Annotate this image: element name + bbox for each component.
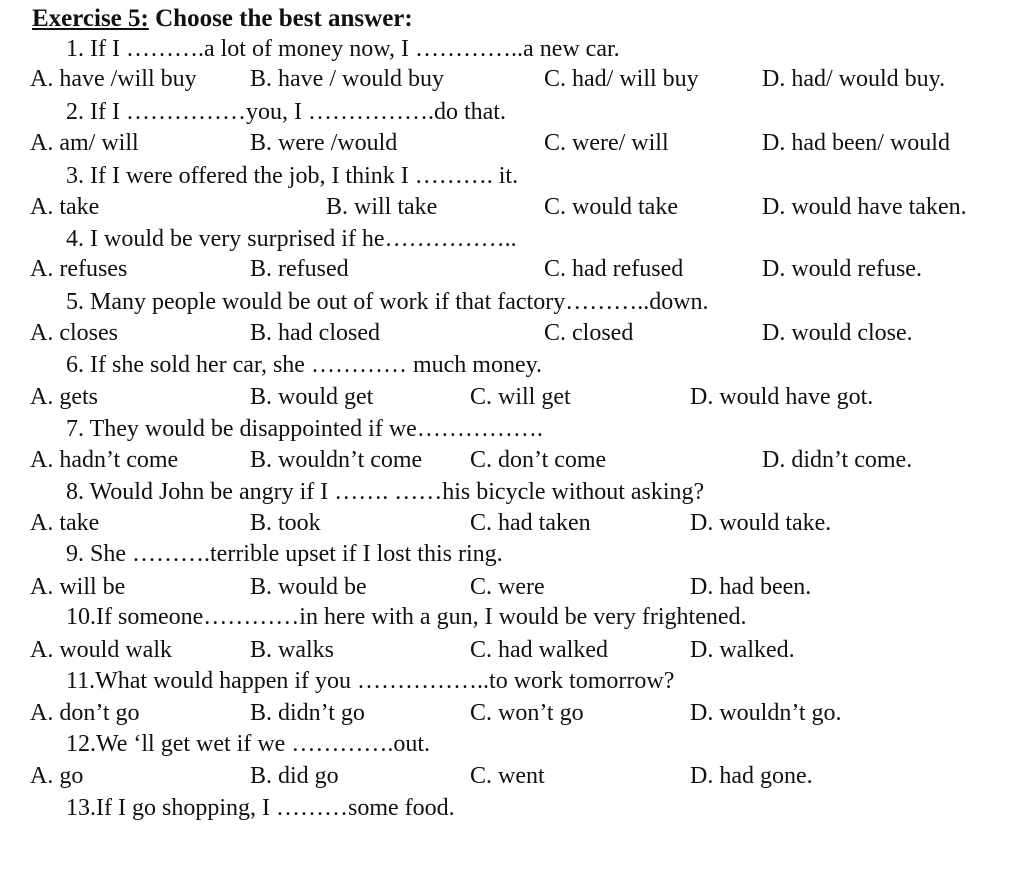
option-6-b[interactable]: B. would get xyxy=(250,384,374,410)
option-1-d[interactable]: D. had/ would buy. xyxy=(762,66,946,92)
option-1-b[interactable]: B. have / would buy xyxy=(250,66,444,92)
option-6-d[interactable]: D. would have got. xyxy=(690,384,874,410)
exercise-number: Exercise 5: xyxy=(32,5,149,32)
option-4-b[interactable]: B. refused xyxy=(250,256,349,282)
question-5: 5. Many people would be out of work if that factory………..down. xyxy=(66,289,709,315)
option-8-b[interactable]: B. took xyxy=(250,510,321,536)
option-3-d[interactable]: D. would have taken. xyxy=(762,194,967,220)
option-10-a[interactable]: A. would walk xyxy=(30,637,172,663)
question-4: 4. I would be very surprised if he…………….. xyxy=(66,226,517,252)
option-12-c[interactable]: C. went xyxy=(470,763,545,789)
option-6-c[interactable]: C. will get xyxy=(470,384,571,410)
option-10-d[interactable]: D. walked. xyxy=(690,637,795,663)
question-10: 10.If someone…………in here with a gun, I would be very frightened. xyxy=(66,604,747,630)
question-12: 12.We ‘ll get wet if we ………….out. xyxy=(66,731,430,757)
option-2-b[interactable]: B. were /would xyxy=(250,130,398,156)
option-11-a[interactable]: A. don’t go xyxy=(30,700,140,726)
option-9-b[interactable]: B. would be xyxy=(250,574,367,600)
option-8-c[interactable]: C. had taken xyxy=(470,510,591,536)
question-8: 8. Would John be angry if I ……. ……his bicycle without asking? xyxy=(66,479,705,505)
option-5-a[interactable]: A. closes xyxy=(30,320,118,346)
option-3-a[interactable]: A. take xyxy=(30,194,100,220)
option-3-c[interactable]: C. would take xyxy=(544,194,678,220)
option-7-b[interactable]: B. wouldn’t come xyxy=(250,447,423,473)
option-5-b[interactable]: B. had closed xyxy=(250,320,380,346)
option-5-d[interactable]: D. would close. xyxy=(762,320,913,346)
option-4-d[interactable]: D. would refuse. xyxy=(762,256,922,282)
option-11-c[interactable]: C. won’t go xyxy=(470,700,584,726)
question-11: 11.What would happen if you ……………..to work tomorrow? xyxy=(66,668,675,694)
option-11-b[interactable]: B. didn’t go xyxy=(250,700,365,726)
option-9-d[interactable]: D. had been. xyxy=(690,574,812,600)
option-8-a[interactable]: A. take xyxy=(30,510,100,536)
question-9: 9. She ……….terrible upset if I lost this ring. xyxy=(66,541,503,567)
option-9-a[interactable]: A. will be xyxy=(30,574,126,600)
option-9-c[interactable]: C. were xyxy=(470,574,545,600)
option-7-d[interactable]: D. didn’t come. xyxy=(762,447,913,473)
exercise-title xyxy=(32,2,413,36)
question-2: 2. If I ……………you, I …………….do that. xyxy=(66,99,506,125)
option-1-a[interactable]: A. have /will buy xyxy=(30,66,197,92)
option-4-c[interactable]: C. had refused xyxy=(544,256,684,282)
question-6: 6. If she sold her car, she ………… much money. xyxy=(66,352,543,378)
option-10-c[interactable]: C. had walked xyxy=(470,637,608,663)
option-1-c[interactable]: C. had/ will buy xyxy=(544,66,699,92)
question-1: 1. If I ……….a lot of money now, I …………..a new car. xyxy=(66,36,620,62)
question-13: 13.If I go shopping, I ………some food. xyxy=(66,795,455,821)
question-7: 7. They would be disappointed if we……………. xyxy=(66,416,543,442)
option-2-c[interactable]: C. were/ will xyxy=(544,130,669,156)
option-4-a[interactable]: A. refuses xyxy=(30,256,128,282)
option-2-a[interactable]: A. am/ will xyxy=(30,130,139,156)
exercise-instruction: Choose the best answer: xyxy=(148,5,413,32)
option-6-a[interactable]: A. gets xyxy=(30,384,98,410)
option-12-a[interactable]: A. go xyxy=(30,763,84,789)
option-7-c[interactable]: C. don’t come xyxy=(470,447,607,473)
question-3: 3. If I were offered the job, I think I ………. it. xyxy=(66,163,519,189)
option-8-d[interactable]: D. would take. xyxy=(690,510,832,536)
option-10-b[interactable]: B. walks xyxy=(250,637,334,663)
option-7-a[interactable]: A. hadn’t come xyxy=(30,447,179,473)
option-3-b[interactable]: B. will take xyxy=(326,194,438,220)
option-2-d[interactable]: D. had been/ would xyxy=(762,130,950,156)
option-5-c[interactable]: C. closed xyxy=(544,320,634,346)
option-12-d[interactable]: D. had gone. xyxy=(690,763,813,789)
option-11-d[interactable]: D. wouldn’t go. xyxy=(690,700,842,726)
option-12-b[interactable]: B. did go xyxy=(250,763,339,789)
